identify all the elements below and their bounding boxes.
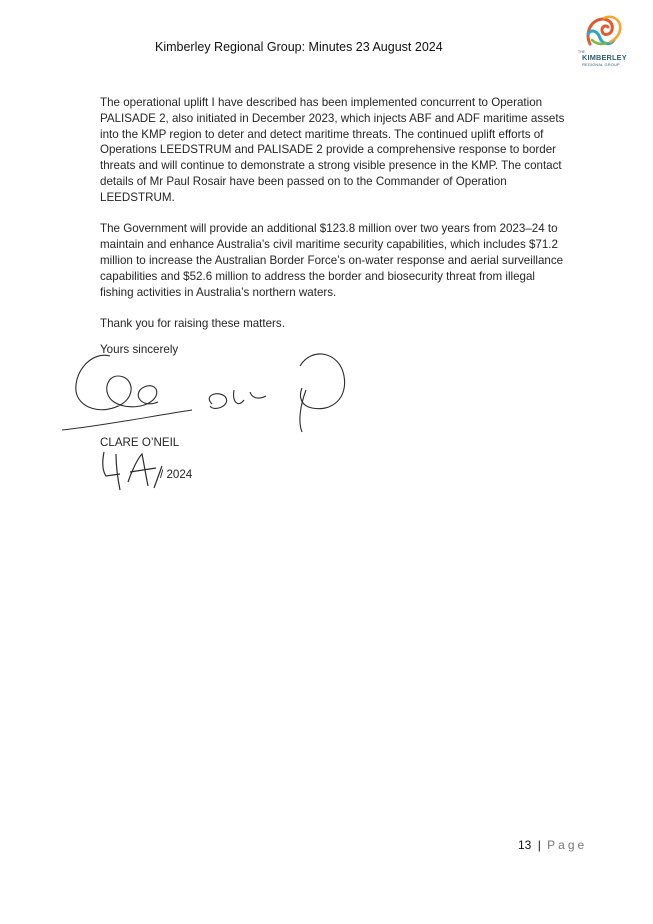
page-separator: | <box>537 838 541 852</box>
closing-salutation: Yours sincerely <box>100 343 179 356</box>
paragraph-operational-uplift: The operational uplift I have described has been implemented concurrent to Operation PALISADE 2, also initiated in December 2023, which injects ABF and ADF maritime assets into the KMP region to deter and detect maritime threats. The continued uplift efforts of Operations LEEDSTRUM and PALISADE 2 provide a comprehensive response to border threats and will continue to demonstrate a strong visible presence in the KMP. The contact details of Mr Paul Rosair have been passed on to the Commander of Operation LEEDSTRUM. <box>100 96 565 204</box>
document-header-title: Kimberley Regional Group: Minutes 23 August 2024 <box>155 40 443 54</box>
logo-name-text: KIMBERLEY <box>582 53 627 62</box>
signatory-name: CLARE O’NEIL <box>100 436 180 449</box>
logo-sub-text: REGIONAL GROUP <box>582 62 620 67</box>
handwritten-date <box>98 446 168 491</box>
kimberley-swirl-icon <box>584 14 624 50</box>
page-label: Page <box>547 838 588 852</box>
date-year: / 2024 <box>160 468 193 481</box>
letter-body <box>100 95 570 348</box>
logo-small-text: THE <box>578 50 585 54</box>
page-number: 13 <box>518 838 532 852</box>
paragraph-thank-you: Thank you for raising these matters. <box>100 317 285 331</box>
paragraph-government-funding: The Government will provide an additional $123.8 million over two years from 2023–24 to maintain and enhance Australia’s civil maritime security capabilities, which includes $71.2 million to increase the Australian Border Force’s on-water response and aerial surveillance capabilities and $52.6 million to address the border and biosecurity threat from illegal fishing activities in Australia’s northern waters. <box>100 222 564 299</box>
handwritten-signature <box>62 346 362 436</box>
page-footer <box>518 838 587 852</box>
kimberley-regional-group-logo <box>578 14 630 70</box>
